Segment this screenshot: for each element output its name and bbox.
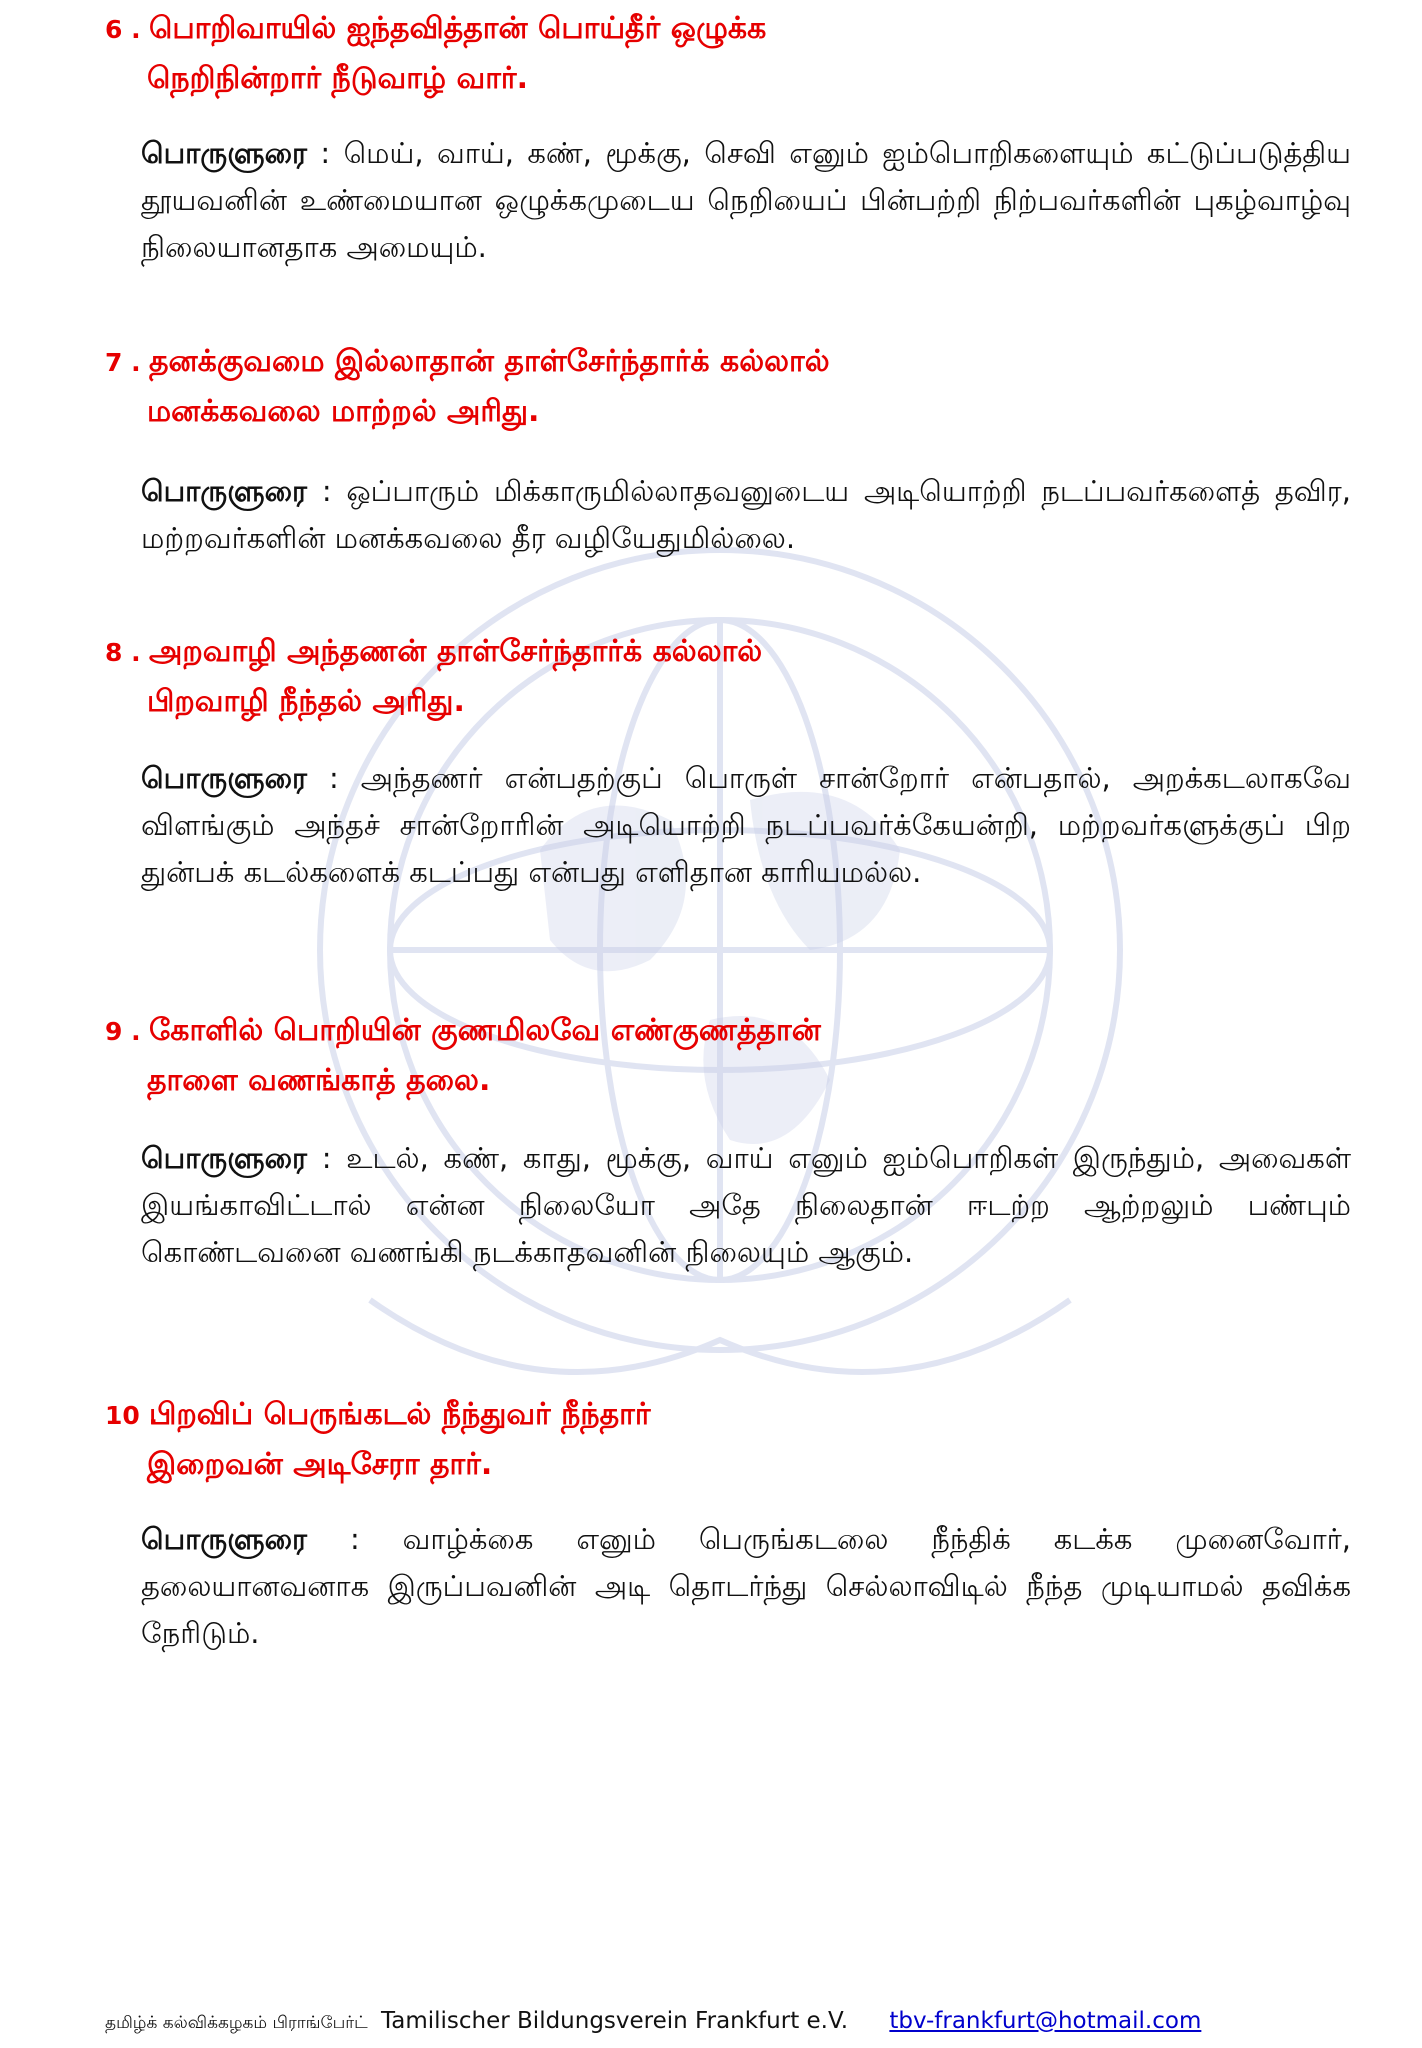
footer-email-link[interactable]: tbv-frankfurt@hotmail.com [889,2008,1202,2034]
meaning-label: பொருளுரை [141,1522,308,1556]
kural-line-1 [105,627,1365,677]
kural-8 [105,627,1365,726]
kural-line-1 [105,1390,1365,1440]
meaning-text: : வாழ்க்கை எனும் பெருங்கடலை நீந்திக் கடக்க முனைவோர், தலையானவனாக இருப்பவனின் அடி தொடர்ந்து செல்லாவிடில் நீந்த முடியாமல் தவிக்க நேரிடும். [141,1522,1352,1650]
meaning-label: பொருளுரை [141,474,308,508]
meaning-text: : ஒப்பாரும் மிக்காருமில்லாதவனுடைய அடியொற்றி நடப்பவர்களைத் தவிர, மற்றவர்களின் மனக்கவலை தீர வழியேதுமில்லை. [141,474,1352,555]
meaning-text: : உடல், கண், காது, மூக்கு, வாய் எனும் ஐம்பொறிகள் இருந்தும், அவைகள் இயங்காவிட்டால் என்ன நிலையோ அதே நிலைதான் ஈடற்ற ஆற்றலும் பண்பும் கொண்டவனை வணங்கி நடக்காதவனின் நிலையும் ஆகும். [141,1141,1352,1269]
page-footer [105,2008,1405,2035]
meaning-9 [141,1135,1351,1276]
kural-number: 7 . [105,348,141,377]
kural-text: கோளில் பொறியின் குணமிலவே எண்குணத்தான் [149,1013,821,1048]
kural-7 [105,337,1365,436]
kural-text: அறவாழி அந்தணன் தாள்சேர்ந்தார்க் கல்லால் [149,634,763,669]
meaning-label: பொருளுரை [141,761,308,795]
kural-6 [105,4,1365,103]
meaning-7 [141,468,1351,562]
kural-line-1 [105,337,1365,387]
kural-10 [105,1390,1365,1489]
kural-text: பொறிவாயில் ஐந்தவித்தான் பொய்தீர் ஒழுக்க [149,11,767,46]
kural-9 [105,1006,1365,1105]
meaning-text: : மெய், வாய், கண், மூக்கு, செவி எனும் ஐம்பொறிகளையும் கட்டுப்படுத்திய தூயவனின் உண்மையான ஒழுக்கமுடைய நெறியைப் பின்பற்றி நிற்பவர்களின் புகழ்வாழ்வு நிலையானதாக அமையும். [141,136,1352,264]
kural-text: தனக்குவமை இல்லாதான் தாள்சேர்ந்தார்க் கல்லால் [149,344,830,379]
kural-text: பிறவிப் பெருங்கடல் நீந்துவர் நீந்தார் [149,1397,651,1432]
kural-line-2: தாளை வணங்காத் தலை. [147,1063,491,1098]
footer-tamil-org: தமிழ்க் கல்விக்கழகம் பிராங்பேர்ட் [105,2013,368,2033]
kural-number: 8 . [105,638,141,667]
kural-line-1 [105,1006,1365,1056]
kural-number: 10 . [105,1401,158,1430]
meaning-6 [141,130,1351,271]
meaning-text: : அந்தணர் என்பதற்குப் பொருள் சான்றோர் என்பதால், அறக்கடலாகவே விளங்கும் அந்தச் சான்றோரின் அடியொற்றி நடப்பவர்க்கேயன்றி, மற்றவர்களுக்குப் பிற துன்பக் கடல்களைக் கடப்பது என்பது எளிதான காரியமல்ல. [141,761,1352,889]
meaning-8 [141,755,1351,896]
footer-org-name: Tamilischer Bildungsverein Frankfurt e.V. [380,2008,849,2034]
meaning-label: பொருளுரை [141,136,308,170]
meaning-label: பொருளுரை [141,1141,308,1175]
kural-line-1 [105,4,1365,54]
kural-line-2: மனக்கவலை மாற்றல் அரிது. [147,394,540,429]
meaning-10 [141,1516,1351,1657]
kural-line-2: இறைவன் அடிசேரா தார். [147,1447,493,1482]
kural-line-2: நெறிநின்றார் நீடுவாழ் வார். [147,61,528,96]
kural-line-2: பிறவாழி நீந்தல் அரிது. [147,684,465,719]
kural-number: 9 . [105,1017,141,1046]
kural-number: 6 . [105,15,141,44]
